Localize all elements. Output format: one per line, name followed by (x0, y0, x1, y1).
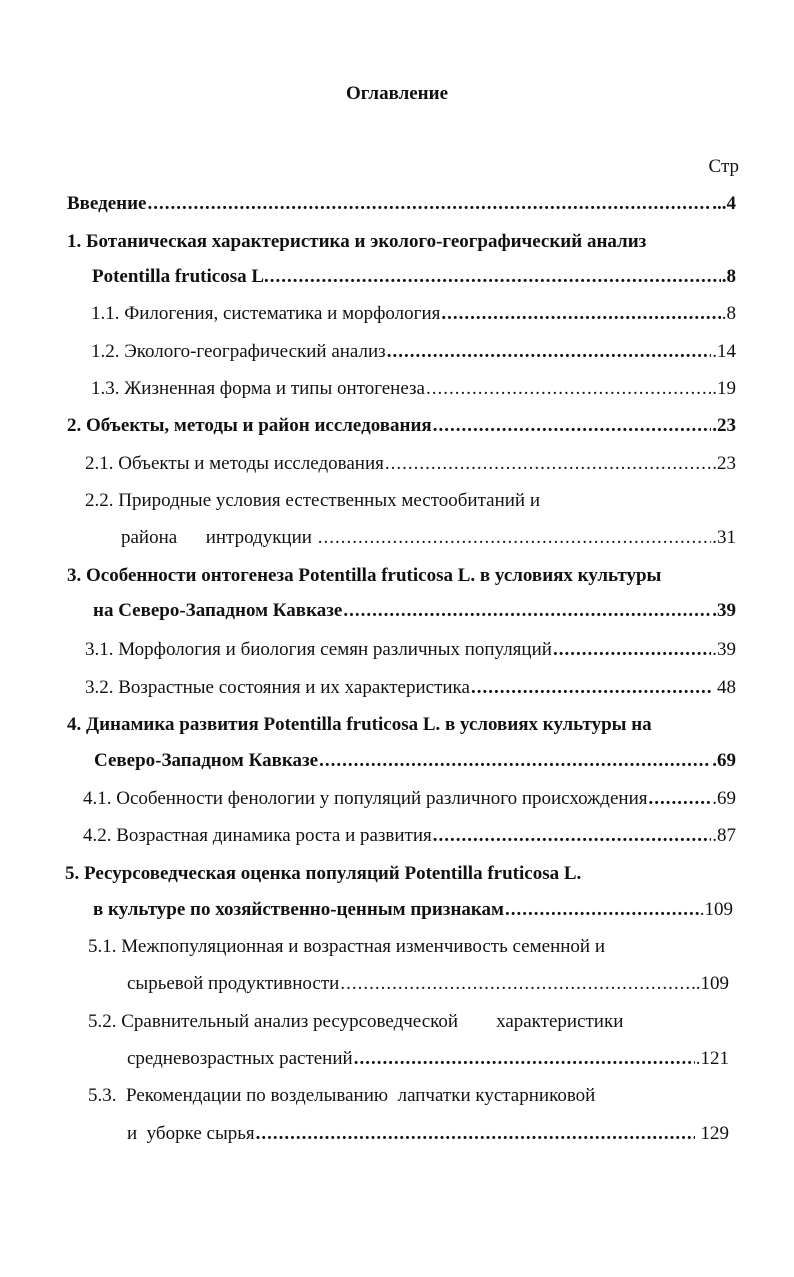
leader-dots (433, 822, 711, 850)
leader-dots (471, 674, 711, 702)
toc-entry-1-1: 1.1. Филогения, систематика и морфология ..... .8 (91, 300, 736, 328)
toc-entry-5-3: 5.3. Рекомендации по возделыванию лапчатки кустарниковой (88, 1085, 596, 1106)
leader-dots (433, 412, 712, 440)
leader-dots (505, 896, 699, 924)
toc-entry-chapter-1-cont: Potentilla fruticosa L. ..... .8 (92, 263, 736, 291)
toc-entry-5-1: 5.1. Межпопуляционная и возрастная изменчивость семенной и (88, 936, 605, 957)
toc-entry-chapter-4: 4. Динамика развития Potentilla fruticosa L. в условиях культуры на (67, 714, 652, 735)
toc-entry-chapter-5-cont: в культуре по хозяйственно-ценным признакам ..... .109 (93, 896, 733, 924)
toc-entry-5-1-cont: сырьевой продуктивности ..... .109 (127, 970, 729, 998)
toc-entry-chapter-3-cont: на Северо-Западном Кавказе ..... .39 (93, 597, 736, 625)
toc-entry-chapter-4-cont: Северо-Западном Кавказе ..... .69 (94, 747, 736, 775)
toc-entry-2-2-cont: района интродукции ..... .31 (121, 524, 736, 552)
toc-entry-chapter-1: 1. Ботаническая характеристика и эколого-географический анализ (67, 231, 647, 252)
toc-entry-1-3: 1.3. Жизненная форма и типы онтогенеза ..... .19 (91, 375, 736, 403)
leader-dots (318, 524, 712, 552)
toc-entry-3-1: 3.1. Морфология и биология семян различных популяций ..... .39 (85, 636, 736, 664)
toc-entry-5-2-cont: средневозрастных растений ..... .121 (127, 1045, 729, 1073)
toc-entry-2-2: 2.2. Природные условия естественных местообитаний и (85, 490, 540, 511)
leader-dots (385, 450, 711, 478)
leader-dots (354, 1045, 695, 1073)
leader-dots (148, 190, 712, 218)
leader-dots (270, 263, 721, 291)
toc-entry-4-1: 4.1. Особенности фенологии у популяций различного происхождения ..... .69 (83, 785, 736, 813)
leader-dots (343, 597, 711, 625)
toc-entry-1-2: 1.2. Эколого-географический анализ ..... .14 (91, 338, 736, 366)
toc-entry-chapter-2: 2. Объекты, методы и район исследования ..... .23 (67, 412, 736, 440)
leader-dots (340, 970, 694, 998)
leader-dots (256, 1120, 695, 1148)
leader-dots (319, 747, 711, 775)
toc-entry-3-2: 3.2. Возрастные состояния и их характеристика ..... 48 (85, 674, 736, 702)
toc-entry-4-2: 4.2. Возрастная динамика роста и развития ..... .87 (83, 822, 736, 850)
leader-dots (648, 785, 711, 813)
leader-dots (441, 300, 720, 328)
page-column-label: Стр (708, 156, 739, 177)
leader-dots (553, 636, 711, 664)
toc-entry-5-3-cont: и уборке сырья ..... 129 (127, 1120, 729, 1148)
toc-entry-5-2: 5.2. Сравнительный анализ ресурсоведческой характеристики (88, 1011, 624, 1032)
leader-dots (426, 375, 711, 403)
toc-entry-chapter-3: 3. Особенности онтогенеза Potentilla fruticosa L. в условиях культуры (67, 565, 662, 586)
toc-entry-introduction: Введение ..... ...4 (67, 190, 736, 218)
leader-dots (387, 338, 712, 366)
toc-entry-2-1: 2.1. Объекты и методы исследования ..... .23 (85, 450, 736, 478)
page-title: Оглавление (345, 83, 449, 104)
toc-entry-chapter-5: 5. Ресурсоведческая оценка популяций Potentilla fruticosa L. (65, 863, 582, 884)
